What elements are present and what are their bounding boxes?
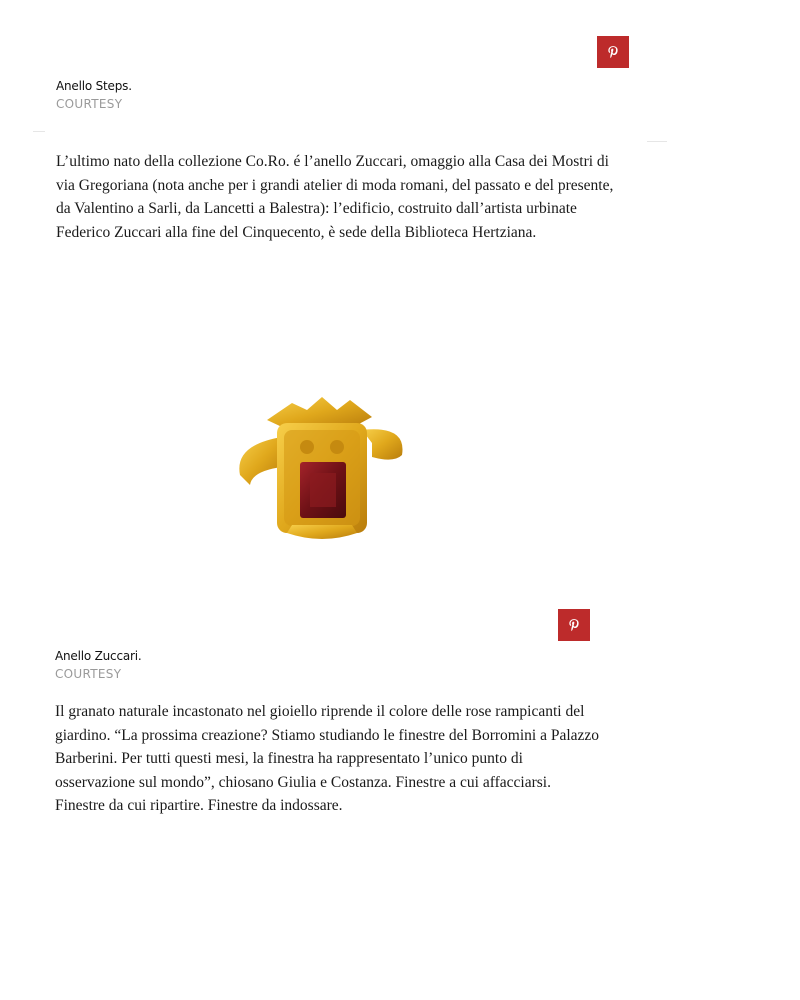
figure-caption: Anello Steps.: [56, 79, 132, 93]
divider: [33, 131, 45, 132]
divider: [647, 141, 667, 142]
figure-caption: Anello Zuccari.: [55, 649, 142, 663]
pinterest-icon: [567, 618, 581, 632]
figure-credit: COURTESY: [56, 97, 123, 111]
article-paragraph: Il granato naturale incastonato nel gioiello riprende il colore delle rose rampicanti del giardino. “La prossima creazione? Stiamo studiando le finestre del Borromini a Palazzo Barberini. Per tutti questi mesi, la finestra ha rappresentato l’unico punto di osservazione sul mondo”, chiosano Giulia e Costanza. Finestre a cui affacciarsi. Finestre da cui ripartire. Finestre da indossare.: [55, 703, 600, 814]
ring-image: [222, 385, 422, 550]
article-paragraph: L’ultimo nato della collezione Co.Ro. é l’anello Zuccari, omaggio alla Casa dei Mostri di via Gregoriana (nota anche per i grandi atelier di moda romani, del passato e del presente, da Valentino a Sarli, da Lancetti a Balestra): l’edificio, costruito dall’artista urbinate Federico Zuccari alla fine del Cinquecento, è sede della Biblioteca Hertziana.: [56, 153, 614, 241]
figure-credit: COURTESY: [55, 667, 122, 681]
ring-photo: [222, 385, 422, 550]
pinterest-share-button[interactable]: [558, 609, 590, 641]
pinterest-share-button[interactable]: [597, 36, 629, 68]
pinterest-icon: [606, 45, 620, 59]
